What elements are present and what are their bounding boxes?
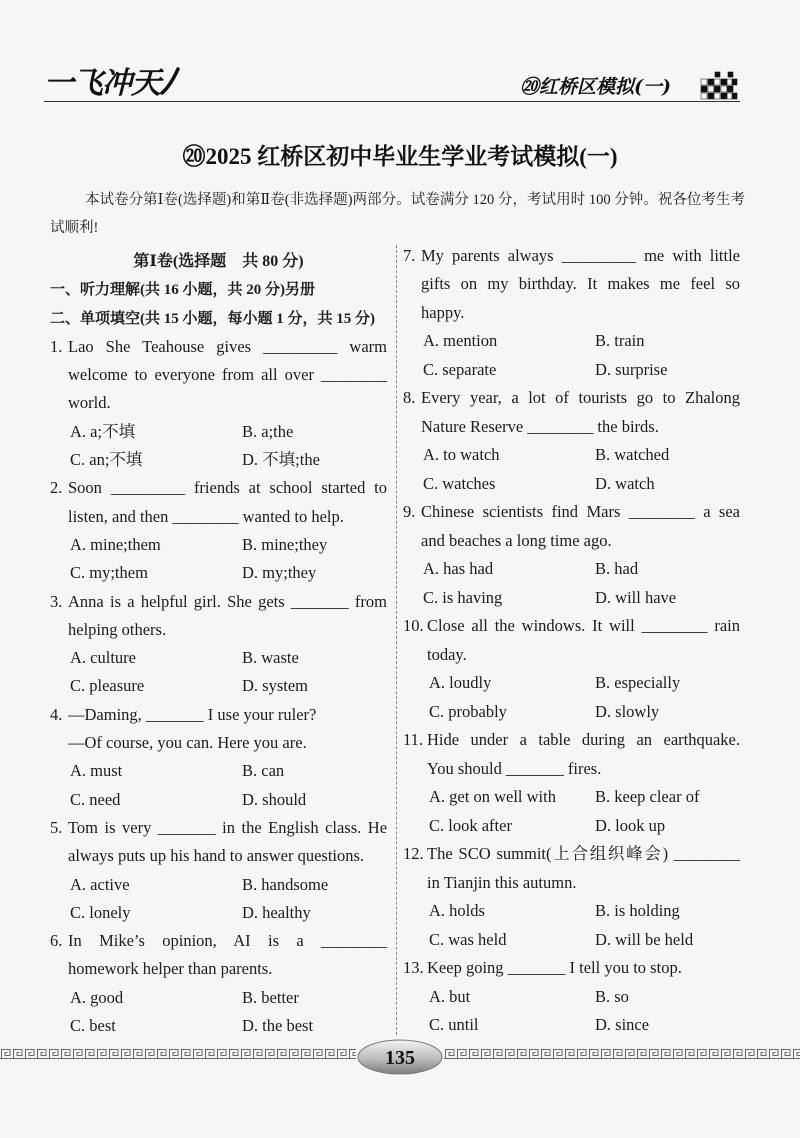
answer-blank: ________ [172,506,239,526]
options-row [403,669,740,698]
question-stem-text: Tom is very [68,817,152,837]
option-d: D. will be held [595,929,694,949]
options-row [50,757,387,785]
question-6 [50,927,387,1040]
option-c: C. look after [429,815,512,835]
option-a: A. a;不填 [70,421,136,441]
option-b: B. watched [595,445,670,465]
option-d: D. slowly [595,701,660,721]
question-5 [50,814,387,927]
option-a: A. loudly [429,673,492,693]
brand-logo: 一飞冲天 [44,66,160,101]
page-number: 135 [385,1047,415,1069]
question-stem-text: Anna is a helpful girl. She gets [68,591,285,611]
question-12 [403,840,740,954]
column-divider [396,245,397,1035]
option-b: B. had [595,559,639,579]
exam-instructions: 本试卷分第Ⅰ卷(选择题)和第Ⅱ卷(非选择题)两部分。试卷满分 120 分，考试用时 100 分钟。祝各位考生考试顺利! [50,192,745,236]
option-b: B. handsome [242,874,329,894]
question-stem-text: helping others. [68,619,167,639]
option-b: B. waste [242,648,299,668]
option-d: D. the best [242,1016,314,1036]
question-stem-line [50,927,387,955]
option-c: C. probably [429,701,507,721]
options-row [403,356,740,385]
option-d: D. healthy [242,902,311,922]
question-stem-line [403,755,740,784]
question-number: 11. [403,730,424,750]
options-row [50,418,387,446]
question-stem-line [403,498,740,527]
question-stem-line [403,869,740,898]
options-row [403,698,740,727]
option-d: D. look up [595,815,666,835]
answer-blank: ________ [674,844,741,864]
option-c: C. an;不填 [70,450,143,470]
question-stem-text: —Of course, you can. Here you are. [68,733,307,753]
question-number: 8. [403,388,416,408]
footer-border-right [444,1048,800,1059]
question-stem-line [50,474,387,502]
question-stem-line [403,840,740,869]
option-a: A. active [70,874,130,894]
options-row [403,983,740,1012]
question-stem-text: Lao She Teahouse gives [68,336,252,356]
question-number: 10. [403,616,424,636]
answer-blank: _______ [145,704,204,724]
question-stem-text: in Tianjin this autumn. [427,872,577,892]
question-number: 12. [403,844,424,864]
question-2 [50,474,387,587]
answer-blank: ________ [628,502,695,522]
question-stem-text: gifts on my birthday. It makes me feel so [421,274,740,294]
options-row [50,559,387,587]
option-d: D. my;they [242,563,317,583]
question-4 [50,701,387,814]
question-stem-text: a sea [703,502,740,522]
question-stem-text: Soon [68,478,102,498]
option-c: C. separate [423,359,497,379]
options-row [50,644,387,672]
question-10 [403,612,740,726]
options-row [403,584,740,613]
option-b: B. mine;they [242,534,328,554]
question-stem-line [403,954,740,983]
question-11 [403,726,740,840]
option-a: A. good [70,987,124,1007]
logo-swoosh-icon [160,66,180,96]
options-row [50,871,387,899]
question-stem-text: listen, and then [68,506,169,526]
options-row [403,897,740,926]
part-heading: 第Ⅰ卷(选择题 共 80 分) [133,253,304,270]
question-stem-text: Close all the windows. It will [427,616,635,636]
question-stem-line [50,588,387,616]
exam-title: ⑳2025 红桥区初中毕业生学业考试模拟(一) [182,144,618,169]
option-c: C. need [70,789,121,809]
question-stem-line [403,527,740,556]
question-stem-text: warm [349,336,387,356]
answer-blank: ________ [641,616,708,636]
option-d: D. watch [595,473,655,493]
question-stem-text: homework helper than parents. [68,959,273,979]
question-stem-line [50,333,387,361]
question-13 [403,954,740,1040]
question-number: 5. [50,817,63,837]
question-stem-text: Chinese scientists find Mars [421,502,621,522]
question-stem-text: You should [427,758,502,778]
question-stem-text: friends at school started to [193,478,388,498]
answer-blank: ________ [527,416,594,436]
question-7 [403,242,740,385]
question-number: 13. [403,958,424,978]
question-stem-text: Nature Reserve [421,416,524,436]
question-stem-text: Hide under a table during an earthquake. [427,730,740,750]
option-c: C. best [70,1016,116,1036]
right-column [403,242,740,1040]
question-8 [403,384,740,498]
option-c: C. lonely [70,902,131,922]
section-heading-listening: 一、听力理解(共 16 小题，共 20 分)另册 [50,282,315,299]
option-a: A. to watch [423,445,500,465]
question-stem-text: happy. [421,302,465,322]
answer-blank: _______ [507,958,566,978]
question-number: 4. [50,704,63,724]
question-stem-text: in the English class. He [222,817,388,837]
question-number: 9. [403,502,416,522]
option-b: B. better [242,987,299,1007]
question-stem-line [403,299,740,328]
option-d: D. surprise [595,359,668,379]
question-number: 2. [50,478,63,498]
answer-blank: _______ [290,591,349,611]
option-c: C. was held [429,929,507,949]
option-d: D. since [595,1015,650,1035]
question-stem-line [50,729,387,757]
question-number: 6. [50,931,63,951]
option-a: A. must [70,761,123,781]
question-stem-line [50,503,387,531]
header-rule [44,101,740,102]
option-d: D. will have [595,587,677,607]
question-stem-line [403,641,740,670]
header-section-label: ⑳红桥区模拟(一) [520,76,671,98]
option-a: A. but [429,986,471,1006]
footer-border-left [0,1048,356,1059]
question-stem-line [50,361,387,389]
option-a: A. get on well with [429,787,556,807]
option-b: B. keep clear of [595,787,700,807]
question-9 [403,498,740,612]
question-stem-text: world. [68,393,111,413]
option-c: C. watches [423,473,496,493]
options-row [403,812,740,841]
options-row [403,926,740,955]
question-stem-line [50,814,387,842]
answer-blank: _______ [157,817,216,837]
options-row [50,899,387,927]
question-stem-text: I tell you to stop. [569,958,682,978]
option-b: B. can [242,761,285,781]
question-stem-text: —Daming, [68,704,142,724]
question-number: 3. [50,591,63,611]
question-stem-line [403,413,740,442]
options-row [403,783,740,812]
option-b: B. so [595,986,629,1006]
option-b: B. train [595,331,645,351]
answer-blank: _________ [110,478,186,498]
question-stem-text: I use your ruler? [207,704,317,724]
question-stem-line [50,701,387,729]
question-stem-line [403,242,740,271]
question-3 [50,588,387,701]
options-row [403,327,740,356]
option-c: C. pleasure [70,676,145,696]
question-stem-line [50,389,387,417]
option-a: A. holds [429,901,485,921]
question-stem-text: The SCO summit(上合组织峰会) [427,844,669,864]
option-d: D. should [242,789,307,809]
option-a: A. has had [423,559,494,579]
question-stem-text: me with little [644,245,741,265]
option-c: C. is having [423,587,503,607]
question-stem-text: wanted to help. [242,506,344,526]
options-row [403,555,740,584]
question-stem-text: from [354,591,387,611]
question-stem-line [403,726,740,755]
option-b: B. especially [595,673,681,693]
question-1 [50,333,387,474]
section-heading-single-choice: 二、单项填空(共 15 小题，每小题 1 分，共 15 分) [50,310,375,327]
question-stem-line [50,955,387,983]
options-row [403,470,740,499]
option-d: D. 不填;the [242,450,320,470]
question-stem-text: My parents always [421,245,554,265]
question-stem-line [403,612,740,641]
question-stem-line [50,842,387,870]
option-a: A. mine;them [70,534,161,554]
answer-blank: ________ [321,931,388,951]
question-stem-line [403,270,740,299]
question-stem-text: In Mike’s opinion, AI is a [68,931,304,951]
question-stem-text: fires. [567,758,602,778]
option-a: A. mention [423,331,498,351]
question-stem-text: today. [427,644,467,664]
options-row [50,984,387,1012]
checker-pattern-icon [700,71,738,101]
options-row [50,446,387,474]
left-column [50,248,387,1040]
question-stem-text: the birds. [597,416,659,436]
question-number: 1. [50,336,63,356]
question-stem-line [50,616,387,644]
option-b: B. is holding [595,901,680,921]
question-stem-text: always puts up his hand to answer questions. [68,846,365,866]
question-stem-text: and beaches a long time ago. [421,530,612,550]
option-c: C. my;them [70,563,148,583]
option-a: A. culture [70,648,136,668]
question-number: 7. [403,245,416,265]
answer-blank: _________ [561,245,636,265]
question-stem-text: Every year, a lot of tourists go to Zhalong [421,388,740,408]
options-row [50,672,387,700]
answer-blank: _______ [506,758,564,778]
option-d: D. system [242,676,308,696]
answer-blank: _________ [263,336,338,356]
option-c: C. until [429,1015,479,1035]
page-footer [0,1036,800,1080]
question-stem-text: rain [714,616,741,636]
answer-blank: ________ [321,365,387,385]
question-stem-text: welcome to everyone from all over [68,365,314,385]
question-stem-line [403,384,740,413]
options-row [403,441,740,470]
options-row [50,531,387,559]
option-b: B. a;the [242,421,294,441]
question-stem-text: Keep going [427,958,504,978]
options-row [50,786,387,814]
